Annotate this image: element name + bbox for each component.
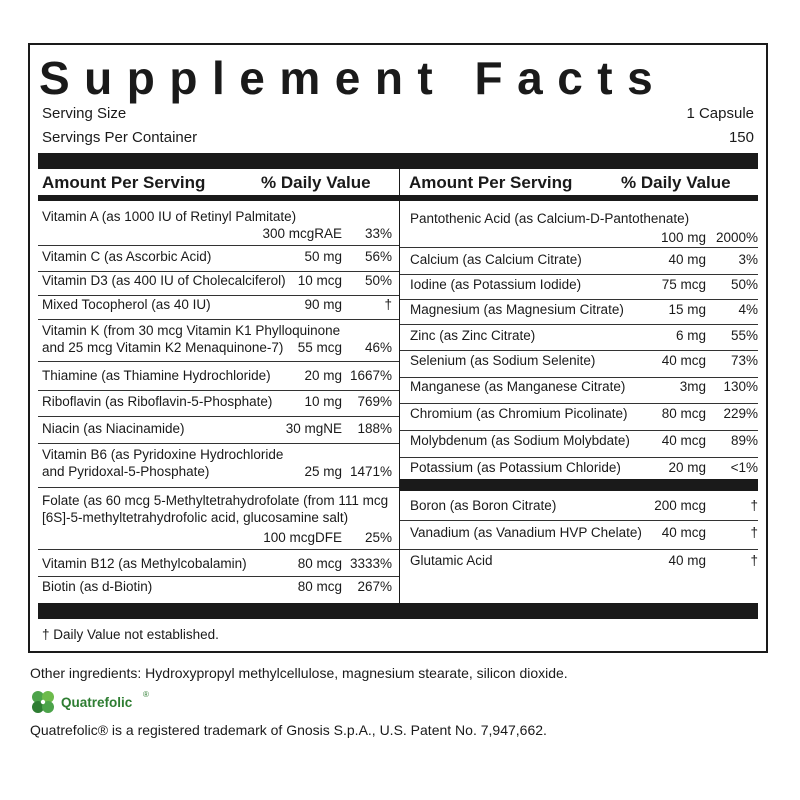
nutrient-name: Vitamin A (as 1000 IU of Retinyl Palmitate) [42,209,297,224]
nutrient-name-line2: and 25 mcg Vitamin K2 Menaquinone-7) [42,340,284,355]
logo-registered-mark: ® [143,690,149,699]
nutrient-amount: 20 mg [304,368,342,383]
row-divider [400,350,758,351]
thick-bar-right-section [400,479,758,491]
nutrient-daily-value: 4% [738,302,758,317]
nutrient-name: Glutamic Acid [410,553,493,568]
nutrient-amount: 10 mg [304,394,342,409]
nutrient-amount: 40 mg [668,252,706,267]
nutrient-amount: 80 mcg [661,406,706,421]
row-divider [38,576,399,577]
four-leaf-clover-icon [28,688,58,718]
panel-title: Supplement Facts [39,52,668,104]
nutrient-name: Vitamin C (as Ascorbic Acid) [42,249,212,264]
nutrient-daily-value: † [750,553,758,568]
nutrient-name: Vitamin B12 (as Methylcobalamin) [42,556,247,571]
nutrient-name: Vitamin K (from 30 mcg Vitamin K1 Phylloquinone [42,323,341,338]
nutrient-daily-value: 769% [357,394,392,409]
nutrient-name: Calcium (as Calcium Citrate) [410,252,582,267]
row-divider [400,274,758,275]
right-amount-header: Amount Per Serving [409,173,573,192]
nutrient-amount: 80 mcg [297,556,342,571]
nutrient-amount: 40 mcg [661,353,706,368]
nutrient-name: Chromium (as Chromium Picolinate) [410,406,628,421]
nutrient-daily-value: 50% [364,273,392,288]
quatrefolic-logo [28,688,188,718]
nutrient-daily-value: 2000% [715,230,758,245]
nutrient-daily-value: 25% [364,530,392,545]
nutrient-name: Zinc (as Zinc Citrate) [410,328,536,343]
nutrient-amount: 100 mcgDFE [263,530,342,545]
nutrient-name: Magnesium (as Magnesium Citrate) [410,302,624,317]
serving-size-label: Serving Size [42,105,127,122]
nutrient-daily-value: 130% [723,379,758,394]
trademark-notice: Quatrefolic® is a registered trademark of Gnosis S.p.A., U.S. Patent No. 7,947,662. [30,722,547,738]
nutrient-amount: 55 mcg [297,340,342,355]
nutrient-name: Biotin (as d-Biotin) [42,579,153,594]
row-divider [400,549,758,550]
serving-size-value: 1 Capsule [686,105,754,122]
nutrient-daily-value: 89% [730,433,758,448]
nutrient-amount: 15 mg [668,302,706,317]
row-divider [400,247,758,248]
row-divider [400,324,758,325]
nutrient-daily-value: 3% [738,252,758,267]
nutrient-daily-value: 55% [730,328,758,343]
nutrient-daily-value: 267% [357,579,392,594]
footnote: † Daily Value not established. [42,627,219,642]
nutrient-name: Pantothenic Acid (as Calcium-D-Pantothenate) [410,211,690,226]
nutrient-daily-value: 1471% [349,464,392,479]
nutrient-amount: 40 mcg [661,433,706,448]
nutrient-name: Vitamin D3 (as 400 IU of Cholecalciferol) [42,273,286,288]
nutrient-daily-value: <1% [730,460,758,475]
row-divider [400,457,758,458]
nutrient-daily-value: † [750,525,758,540]
nutrient-name: Mixed Tocopherol (as 40 IU) [42,297,211,312]
right-dv-header: % Daily Value [621,173,731,192]
thick-bar-top [38,153,758,169]
servings-per-container-label: Servings Per Container [42,129,198,146]
row-divider [38,361,399,362]
nutrient-daily-value: 229% [723,406,758,421]
row-divider [400,299,758,300]
nutrient-name: Vanadium (as Vanadium HVP Chelate) [410,525,642,540]
nutrient-daily-value: 50% [730,277,758,292]
nutrient-name: Iodine (as Potassium Iodide) [410,277,582,292]
nutrient-daily-value: 188% [357,421,392,436]
row-divider [38,319,399,320]
nutrient-daily-value: 3333% [349,556,392,571]
nutrient-amount: 30 mgNE [285,421,342,436]
nutrient-amount: 6 mg [675,328,706,343]
nutrient-name: Vitamin B6 (as Pyridoxine Hydrochloride [42,447,284,462]
row-divider [400,403,758,404]
nutrient-amount: 90 mg [304,297,342,312]
nutrient-name: Folate (as 60 mcg 5-Methyltetrahydrofolate (from 111 mcg [42,493,389,508]
nutrient-name: Riboflavin (as Riboflavin-5-Phosphate) [42,394,273,409]
row-divider [38,416,399,417]
nutrient-amount: 40 mg [668,553,706,568]
nutrient-amount: 200 mcg [654,498,706,513]
nutrient-amount: 300 mcgRAE [262,226,342,241]
logo-wordmark: Quatrefolic [61,695,133,710]
left-dv-header: % Daily Value [261,173,371,192]
nutrient-daily-value: 46% [364,340,392,355]
left-amount-header: Amount Per Serving [42,173,206,192]
row-divider [38,245,399,246]
nutrient-name: Niacin (as Niacinamide) [42,421,185,436]
nutrient-daily-value: 1667% [349,368,392,383]
nutrient-amount: 10 mcg [297,273,342,288]
nutrient-name-line2: [6S]-5-methyltetrahydrofolic acid, glucosamine salt) [42,510,349,525]
nutrient-daily-value: 33% [364,226,392,241]
nutrient-amount: 3mg [679,379,706,394]
nutrient-daily-value: † [384,297,392,312]
nutrient-name-line2: and Pyridoxal-5-Phosphate) [42,464,210,479]
thick-bar-bottom [38,603,758,619]
nutrient-name: Molybdenum (as Sodium Molybdate) [410,433,630,448]
row-divider [38,443,399,444]
nutrient-amount: 80 mcg [297,579,342,594]
row-divider [38,487,399,488]
row-divider [400,520,758,521]
nutrient-name: Thiamine (as Thiamine Hydrochloride) [42,368,271,383]
row-divider [38,390,399,391]
nutrient-amount: 25 mg [304,464,342,479]
nutrient-name: Potassium (as Potassium Chloride) [410,460,621,475]
nutrient-amount: 100 mg [660,230,706,245]
nutrient-name: Manganese (as Manganese Citrate) [410,379,626,394]
servings-per-container-value: 150 [728,129,754,146]
nutrient-name: Selenium (as Sodium Selenite) [410,353,596,368]
column-divider [399,169,400,603]
nutrient-amount: 40 mcg [661,525,706,540]
nutrient-amount: 50 mg [304,249,342,264]
row-divider [38,549,399,550]
nutrient-amount: 75 mcg [661,277,706,292]
row-divider [400,430,758,431]
nutrient-amount: 20 mg [668,460,706,475]
nutrient-daily-value: 73% [730,353,758,368]
header-bar [38,195,758,201]
nutrient-daily-value: † [750,498,758,513]
nutrient-name: Boron (as Boron Citrate) [410,498,557,513]
nutrient-daily-value: 56% [364,249,392,264]
other-ingredients: Other ingredients: Hydroxypropyl methylcellulose, magnesium stearate, silicon dioxide. [30,665,568,681]
